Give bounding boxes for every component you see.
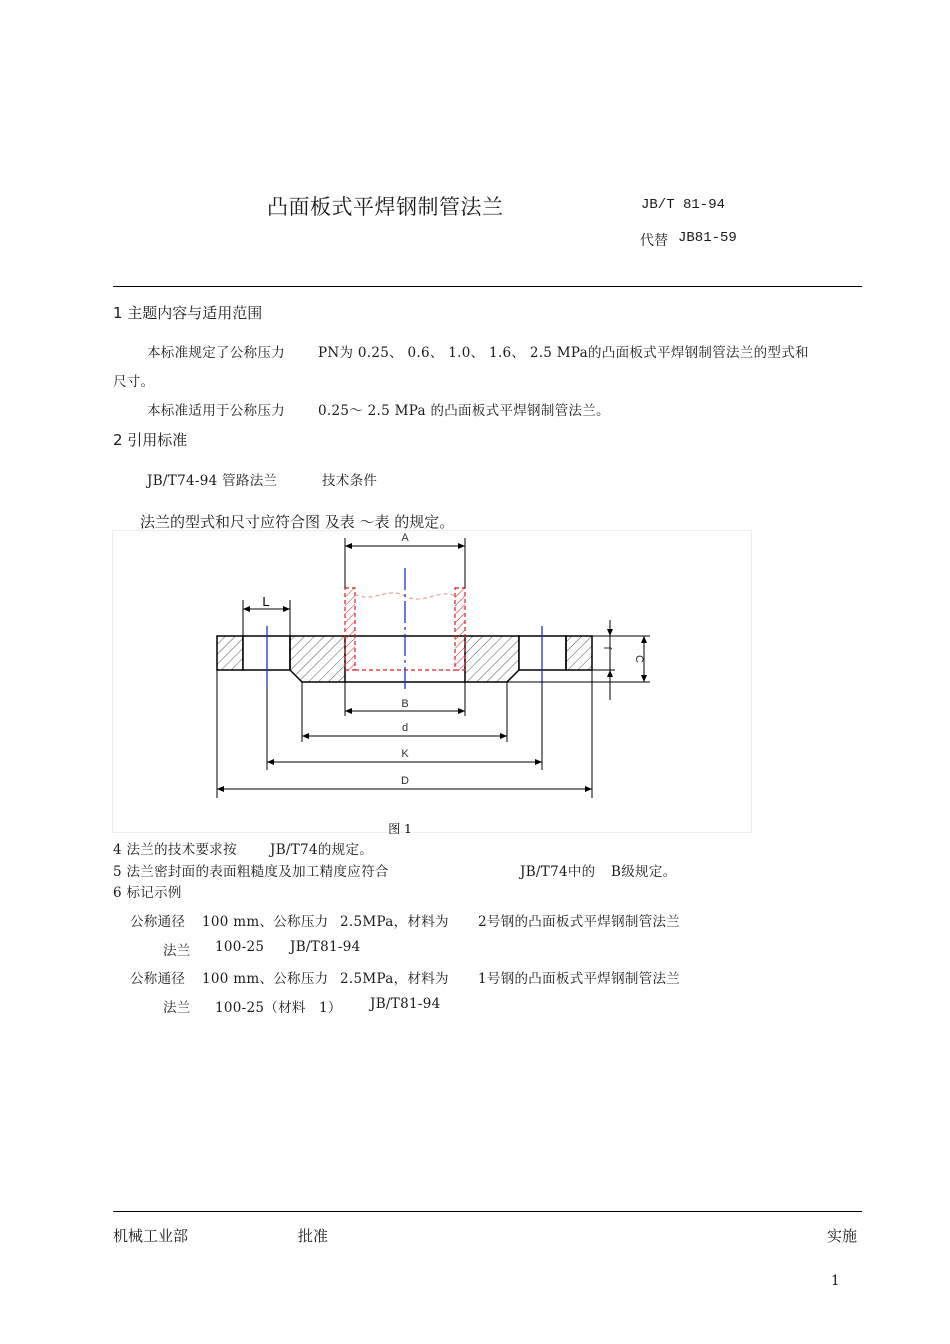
footer-rule	[113, 1211, 862, 1212]
footer-department: 机械工业部	[113, 1227, 189, 1245]
flange-drawing	[112, 529, 752, 834]
replaces-prefix: 代替	[640, 234, 668, 250]
dim-label-k: K	[401, 748, 409, 760]
example-1-part-b: 100 mm、公称压力	[202, 914, 329, 930]
dim-label-d: D	[401, 775, 409, 787]
example-1-mark-c: JB/T81-94	[290, 939, 361, 955]
item-4-part-b: JB/T74的规定。	[270, 842, 374, 858]
replaces-code: JB81-59	[678, 230, 737, 246]
example-1-mark-a: 法兰	[163, 943, 191, 959]
item-5-part-c: B级规定。	[611, 864, 677, 880]
example-2-part-a: 公称通径	[130, 971, 186, 987]
section-3-text: 法兰的型式和尺寸应符合图 及表 ～表 的规定。	[140, 513, 455, 531]
document-title: 凸面板式平焊钢制管法兰	[267, 195, 504, 219]
example-2-part-c: 2.5MPa，材料为	[340, 971, 449, 987]
dim-label-c: C	[633, 655, 645, 663]
example-2-mark-b: 100-25（材料	[215, 1000, 306, 1016]
example-1-part-a: 公称通径	[130, 914, 186, 930]
s1-line2-part-b: 0.25～ 2.5 MPa 的凸面板式平焊钢制管法兰。	[318, 403, 610, 419]
s1-line2-part-a: 本标准适用于公称压力	[147, 403, 285, 419]
standard-code: JB/T 81-94	[641, 197, 726, 213]
example-1-part-d: 2号钢的凸面板式平焊钢制管法兰	[478, 914, 681, 930]
reference-standard: JB/T74-94 管路法兰	[147, 473, 278, 489]
item-5-part-a: 5 法兰密封面的表面粗糙度及加工精度应符合	[113, 864, 389, 880]
s1-line1-part-c: 尺寸。	[113, 374, 155, 390]
example-1-mark-b: 100-25	[215, 939, 265, 955]
item-5-part-b: JB/T74中的	[520, 864, 596, 880]
footer-approve: 批准	[298, 1227, 329, 1245]
dim-label-f: f	[601, 646, 613, 650]
s1-line1-part-b: PN为 0.25、 0.6、 1.0、 1.6、 2.5 MPa的凸面板式平焊钢制管法兰的型式和	[318, 345, 809, 361]
figure-caption: 图 1	[388, 822, 412, 834]
item-4-part-a: 4 法兰的技术要求按	[113, 842, 237, 858]
example-2-mark-d: JB/T81-94	[370, 996, 441, 1012]
page-number: 1	[831, 1273, 840, 1289]
dim-label-b: B	[401, 698, 409, 710]
section-1-heading: 1 主题内容与适用范围	[113, 304, 263, 322]
dim-label-l: L	[262, 594, 270, 609]
item-6-heading: 6 标记示例	[113, 885, 182, 901]
section-2-heading: 2 引用标准	[113, 431, 188, 449]
s1-line1-part-a: 本标准规定了公称压力	[147, 345, 285, 361]
dim-label-a: A	[401, 532, 409, 544]
example-2-part-d: 1号钢的凸面板式平焊钢制管法兰	[478, 971, 681, 987]
example-2-part-b: 100 mm、公称压力	[202, 971, 329, 987]
reference-title: 技术条件	[322, 473, 378, 489]
header-rule	[113, 286, 862, 287]
dim-label-d-small: d	[401, 722, 409, 734]
example-2-mark-c: 1）	[319, 1000, 342, 1016]
example-2-mark-a: 法兰	[163, 1000, 191, 1016]
example-1-part-c: 2.5MPa，材料为	[340, 914, 449, 930]
footer-implement: 实施	[827, 1227, 858, 1245]
